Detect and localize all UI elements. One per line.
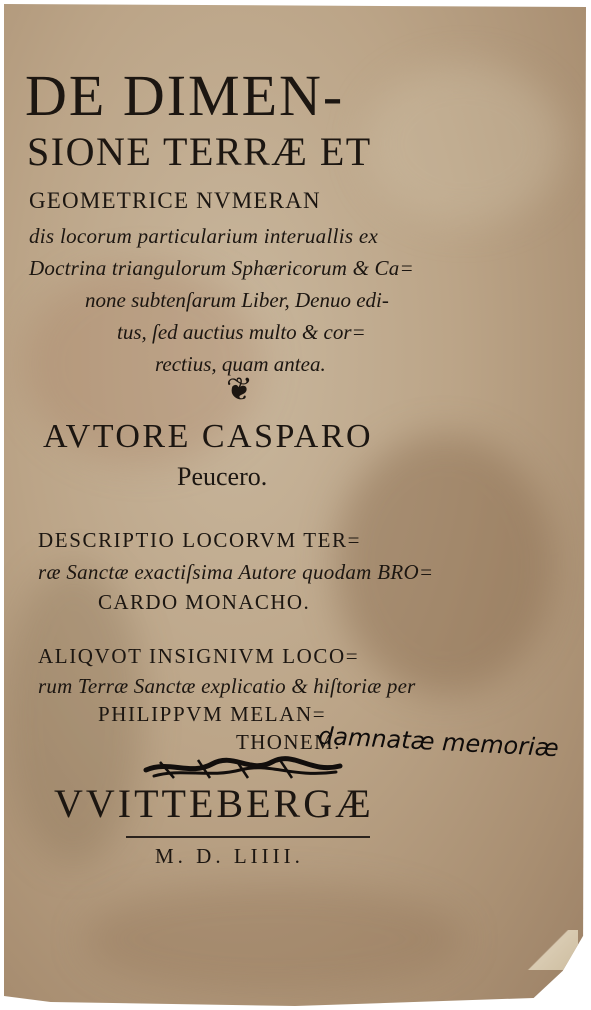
title-line-2: SIONE TERRÆ ET — [27, 129, 372, 174]
folded-corner — [520, 930, 578, 970]
description-1-line-1: DESCRIPTIO LOCORVM TER= — [38, 528, 362, 552]
description-2-line-4: THONEM. — [236, 730, 341, 754]
title-line-1: DE DIMEN- — [25, 63, 345, 128]
author-line-2: Peucero. — [177, 462, 268, 491]
divider-rule — [126, 836, 370, 838]
description-2-line-3: PHILIPPVM MELAN= — [98, 702, 327, 726]
foxing-stain — [84, 884, 464, 994]
title-line-3: GEOMETRICE NVMERAN — [29, 188, 321, 213]
title-line-7: tus, ſed auctius multo & cor= — [117, 320, 366, 344]
imprint-year: M. D. LIIII. — [155, 844, 304, 868]
description-1-line-2: ræ Sanctæ exactiſsima Autore quodam BRO= — [38, 560, 434, 584]
description-2-line-1: ALIQVOT INSIGNIVM LOCO= — [38, 644, 360, 668]
fleuron-ornament-icon: ❦ — [226, 371, 253, 407]
title-line-6: none subtenſarum Liber, Denuo edi- — [85, 288, 389, 312]
handwritten-annotation: damnatæ memoriæ — [317, 721, 560, 763]
title-line-8: rectius, quam antea. — [155, 352, 326, 376]
title-line-4: dis locorum particularium interuallis ex — [29, 224, 379, 248]
author-line-1: AVTORE CASPARO — [43, 418, 374, 455]
description-1-line-3: CARDO MONACHO. — [98, 590, 311, 614]
imprint-place: VVITTEBERGÆ — [54, 781, 374, 826]
title-line-5: Doctrina triangulorum Sphæricorum & Ca= — [29, 256, 414, 280]
description-2-line-2: rum Terræ Sanctæ explicatio & hiſtoriæ per — [38, 674, 416, 698]
